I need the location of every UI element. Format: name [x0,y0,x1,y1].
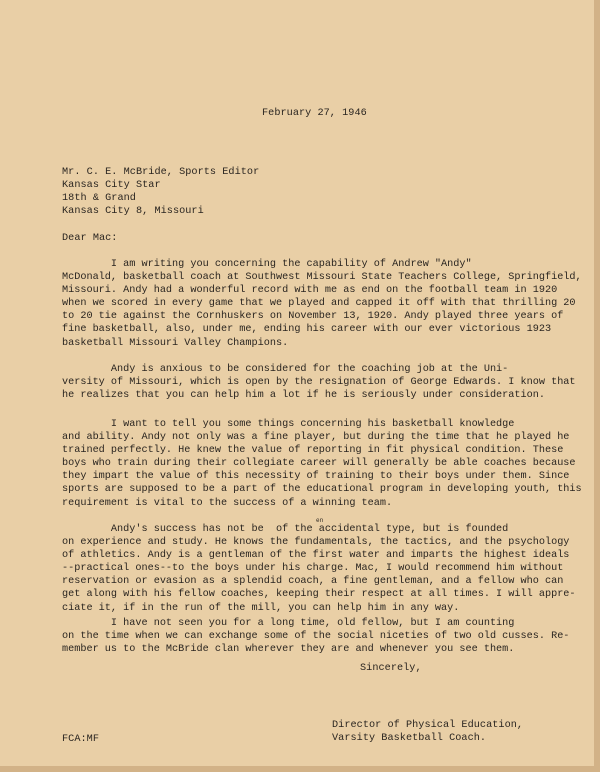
paragraph-line: and ability. Andy not only was a fine player, but during the time that he played he [62,432,570,444]
body-paragraph-1 [62,258,582,350]
salutation: Dear Mac: [62,233,118,244]
paragraph-line: they impart the value of this necessity of training to their boys under them. Since [62,471,570,483]
paragraph-line: boys who train during their collegiate career will generally be able coaches because [62,458,576,470]
paragraph-line: fine basketball, also, under me, ending his career with our ever victorious 1923 [62,324,552,336]
letter-date: February 27, 1946 [262,108,367,119]
closing: Sincerely, [360,663,422,674]
handwritten-insertion: en [316,517,324,524]
paragraph-line: --practical ones--to the boys under his charge. Mac, I would recommend him without [62,563,564,575]
paragraph-line: trained perfectly. He knew the value of reporting in fit physical condition. These [62,445,564,457]
paragraph-line: Andy is anxious to be considered for the coaching job at the Uni- [62,364,509,375]
paragraph-line: Missouri. Andy had a wonderful record with me as end on the football team in 1920 [62,285,558,297]
recipient-street-line: 18th & Grand [62,193,136,204]
signature-title-line-2: Varsity Basketball Coach. [332,733,487,744]
paragraph-line: sports are supposed to be a part of the educational program in developing youth, this [62,484,582,496]
paragraph-line: when we scored in every game that we played and capped it off with that thrilling 20 [62,298,576,310]
paragraph-line: he realizes that you can help him a lot if he is seriously under consideration. [62,390,545,402]
paragraph-line: ciate it, if in the run of the mill, you can help him in any way. [62,602,460,614]
body-paragraph-2 [62,363,576,402]
body-paragraph-4 [62,523,576,615]
recipient-city-line: Kansas City 8, Missouri [62,206,204,217]
paragraph-line: reservation or evasion as a splendid coach, a fine gentleman, and a fellow who can [62,576,564,588]
paragraph-line: I want to tell you some things concerning his basketball knowledge [62,419,515,430]
paragraph-line: to 20 tie against the Cornhuskers on November 13, 1920. Andy played three years of [62,311,564,323]
paragraph-line: requirement is vital to the success of a winning team. [62,497,393,509]
paragraph-line: versity of Missouri, which is open by the resignation of George Edwards. I know that [62,377,576,389]
paragraph-line: Andy's success has not be of the accidental type, but is founded [62,524,509,535]
body-paragraph-5 [62,617,570,656]
paragraph-line: basketball Missouri Valley Champions. [62,337,289,349]
paragraph-line: on the time when we can exchange some of the social niceties of two old cusses. Re- [62,631,570,643]
paragraph-line: I am writing you concerning the capability of Andrew "Andy" [62,259,472,270]
paragraph-line: on experience and study. He knows the fundamentals, the tactics, and the psychology [62,537,570,549]
recipient-name-line: Mr. C. E. McBride, Sports Editor [62,167,260,178]
reference-initials: FCA:MF [62,734,99,745]
paragraph-line: I have not seen you for a long time, old fellow, but I am counting [62,618,515,629]
signature-title-line-1: Director of Physical Education, [332,720,524,731]
paragraph-line: member us to the McBride clan wherever they are and whenever you see them. [62,644,515,656]
paragraph-line: McDonald, basketball coach at Southwest Missouri State Teachers College, Springfield, [62,272,582,284]
body-paragraph-3 [62,418,582,510]
paragraph-line: of athletics. Andy is a gentleman of the first water and imparts the highest ideals [62,550,570,562]
recipient-company-line: Kansas City Star [62,180,161,191]
paragraph-line: get along with his fellow coaches, keeping their respect at all times. I will appre- [62,589,576,601]
